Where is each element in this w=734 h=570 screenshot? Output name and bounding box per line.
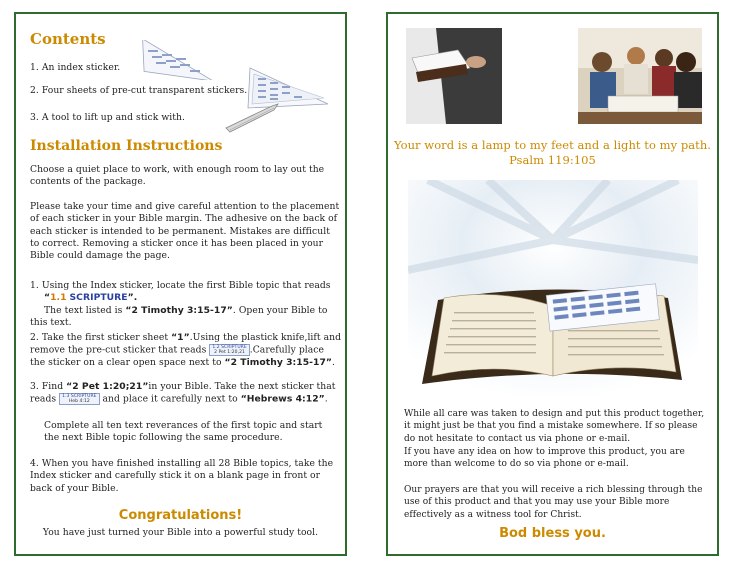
index-sticker-illustration bbox=[138, 40, 218, 80]
plastic-knife-icon bbox=[222, 100, 280, 134]
congratulations-heading: Congratulations! bbox=[118, 508, 243, 523]
contents-item-2: 2. Four sheets of pre-cut transparent stickers. bbox=[30, 85, 248, 96]
prayer-paragraph: Our prayers are that you will receive a rich blessing through the use of this product and that you may use your Bible more effectively as a witness tool for Christ. bbox=[404, 485, 703, 520]
topic-word: SCRIPTURE bbox=[69, 292, 128, 304]
feedback-paragraph: If you have any idea on how to improve this product, you are more than welcome to do so via phone or e-mail. bbox=[404, 447, 685, 470]
intro-paragraph: Choose a quiet place to work, with enough room to lay out the contents of the package. bbox=[30, 164, 325, 188]
right-panel bbox=[386, 12, 719, 556]
contents-title: Contents bbox=[30, 30, 106, 48]
blessing-heading: Bod bless you. bbox=[499, 526, 606, 541]
disclaimer-paragraph: While all care was taken to design and put this product together, it might just be that you find a mistake somewhere. If so please do not hesitate to contact us via phone or e-mail. bbox=[404, 409, 705, 444]
verse-text: Your word is a lamp to my feet and a light to my path. Psalm 119:105 bbox=[393, 138, 711, 167]
topic-number: 1.1 bbox=[50, 292, 67, 304]
installation-title: Installation Instructions bbox=[30, 138, 223, 154]
sticker-sample-2pet: 1.2 SCRIPTURE 2 Pet 1:20,21 bbox=[209, 344, 249, 356]
contents-item-1: 1. An index sticker. bbox=[30, 62, 121, 73]
step-2: 2. Take the first sticker sheet “1”.Using the plastick knife,lift and remove the pre-cut sticker that reads 1.2 SCRIPTURE 2 Pet 1:20,21 .Carefully place the sticker on a clear open space next to “2 Timothy 3:15-17”. bbox=[30, 332, 342, 369]
care-paragraph: Please take your time and give careful attention to the placement of each sticker in your Bible margin. The adhesive on the back of each sticker is intended to be permanent. Mistakes are difficult to correct. Removing a sticker once it has been placed in your Bible could damage the page. bbox=[30, 201, 340, 262]
step-1: 1. Using the Index sticker, locate the first Bible topic that reads “1.1 SCRIPTURE”. The text listed is “2 Timothy 3:15-17”. Open your Bible to this text. bbox=[30, 280, 331, 328]
sticker-sample-heb: 1.3 SCRIPTURE Heb 4:12 bbox=[59, 393, 99, 405]
step-4: 4. When you have finished installing all 28 Bible topics, take the Index sticker and carefully stick it on a blank page in front or back of your Bible. bbox=[30, 458, 334, 494]
group-study-photo bbox=[578, 28, 702, 124]
left-panel bbox=[14, 12, 347, 556]
man-reading-photo bbox=[406, 28, 502, 124]
open-bible-image bbox=[408, 180, 698, 400]
complete-paragraph: Complete all ten text reverances of the first topic and start the next Bible topic following the same procedure. bbox=[44, 420, 323, 444]
step-3: 3. Find “2 Pet 1:20;21”in your Bible. Take the next sticker that reads 1.3 SCRIPTURE Heb 4:12 and place it carefully next to “Hebrews 4:12”. bbox=[30, 381, 336, 405]
contents-item-3: 3. A tool to lift up and stick with. bbox=[30, 112, 185, 123]
closing-line: You have just turned your Bible into a powerful study tool. bbox=[42, 527, 319, 538]
